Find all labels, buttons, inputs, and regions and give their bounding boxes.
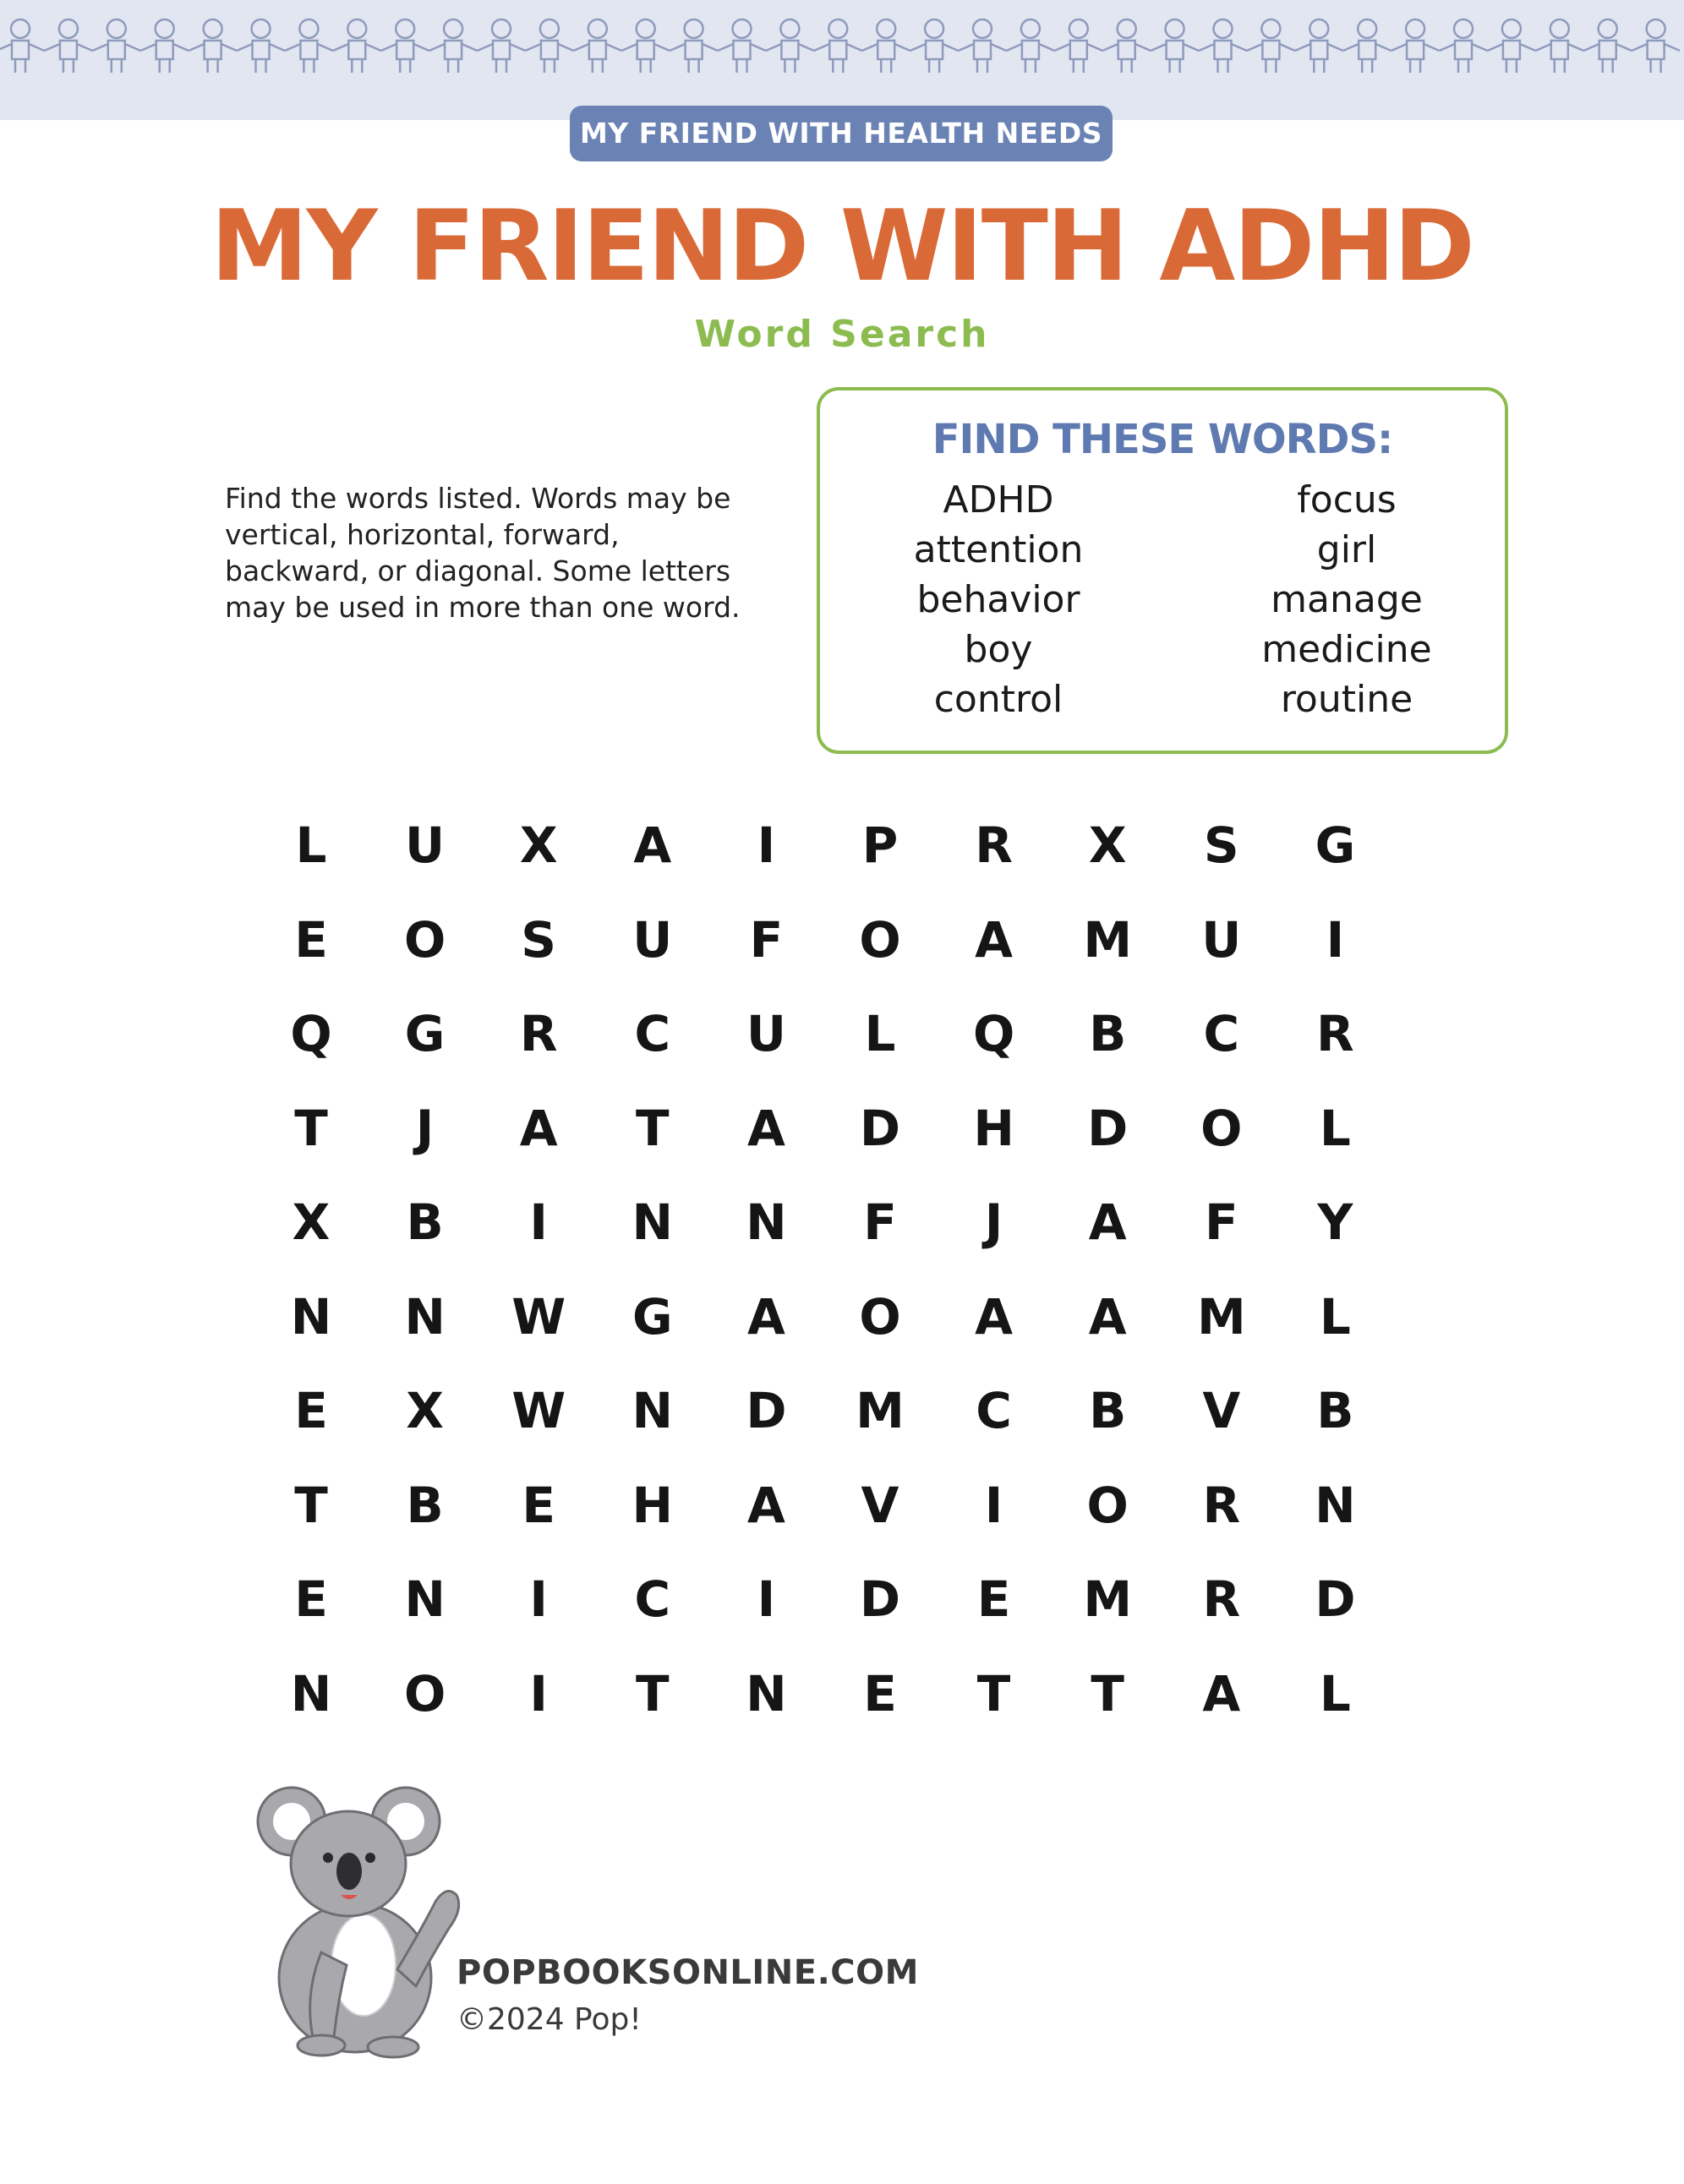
grid-letter[interactable]: X bbox=[292, 1193, 331, 1251]
top-banner bbox=[0, 0, 1684, 120]
grid-letter[interactable]: F bbox=[1204, 1193, 1238, 1251]
grid-letter[interactable]: N bbox=[404, 1287, 446, 1346]
grid-letter[interactable]: L bbox=[1319, 1287, 1351, 1346]
grid-letter[interactable]: F bbox=[863, 1193, 897, 1251]
grid-letter[interactable]: W bbox=[511, 1287, 566, 1346]
grid-letter[interactable]: E bbox=[863, 1664, 897, 1723]
word-item: boy bbox=[964, 628, 1033, 671]
word-item: routine bbox=[1280, 678, 1413, 721]
grid-letter[interactable]: X bbox=[1088, 816, 1127, 874]
word-item: girl bbox=[1316, 528, 1377, 571]
series-label: MY FRIEND WITH HEALTH NEEDS bbox=[570, 106, 1113, 161]
grid-letter[interactable]: O bbox=[403, 1664, 446, 1723]
grid-letter[interactable]: E bbox=[294, 1382, 328, 1439]
word-item: attention bbox=[913, 528, 1084, 571]
word-list-column-2 bbox=[1207, 475, 1486, 724]
grid-letter[interactable]: I bbox=[757, 816, 776, 874]
grid-letter[interactable]: I bbox=[529, 1193, 548, 1251]
grid-letter[interactable]: N bbox=[290, 1287, 332, 1346]
word-item: ADHD bbox=[943, 478, 1054, 521]
grid-letter[interactable]: U bbox=[632, 910, 673, 969]
grid-letter[interactable]: J bbox=[984, 1193, 1003, 1251]
grid-letter[interactable]: J bbox=[415, 1099, 435, 1157]
grid-letter[interactable]: L bbox=[1319, 1099, 1351, 1157]
grid-letter[interactable]: I bbox=[757, 1570, 776, 1628]
grid-letter[interactable]: G bbox=[1315, 816, 1356, 874]
grid-letter[interactable]: E bbox=[294, 1570, 328, 1628]
grid-letter[interactable]: R bbox=[975, 816, 1013, 874]
grid-letter[interactable]: I bbox=[984, 1476, 1003, 1534]
grid-letter[interactable]: C bbox=[976, 1382, 1012, 1439]
grid-letter[interactable]: D bbox=[859, 1570, 901, 1628]
grid-letter[interactable]: N bbox=[1315, 1476, 1356, 1534]
grid-letter[interactable]: R bbox=[1316, 1005, 1354, 1062]
grid-letter[interactable]: R bbox=[1202, 1476, 1241, 1534]
grid-letter[interactable]: V bbox=[861, 1476, 899, 1534]
word-item: control bbox=[933, 678, 1063, 721]
grid-letter[interactable]: M bbox=[1083, 910, 1133, 969]
grid-letter[interactable]: T bbox=[294, 1476, 328, 1534]
grid-letter[interactable]: B bbox=[406, 1476, 444, 1534]
grid-letter[interactable]: F bbox=[749, 910, 784, 969]
grid-letter[interactable]: A bbox=[746, 1476, 785, 1534]
grid-letter[interactable]: A bbox=[975, 910, 1014, 969]
grid-letter[interactable]: T bbox=[294, 1099, 328, 1157]
grid-letter[interactable]: H bbox=[973, 1099, 1014, 1157]
grid-letter[interactable]: X bbox=[406, 1382, 444, 1439]
grid-letter[interactable]: G bbox=[404, 1005, 446, 1062]
grid-letter[interactable]: I bbox=[529, 1664, 548, 1723]
grid-letter[interactable]: U bbox=[746, 1005, 786, 1062]
grid-letter[interactable]: E bbox=[522, 1476, 555, 1534]
grid-letter[interactable]: A bbox=[746, 1099, 785, 1157]
grid-letter[interactable]: O bbox=[859, 910, 901, 969]
grid-letter[interactable]: C bbox=[634, 1005, 671, 1062]
grid-letter[interactable]: I bbox=[1326, 910, 1345, 969]
word-search-grid[interactable] bbox=[269, 811, 1408, 1758]
word-item: focus bbox=[1297, 478, 1397, 521]
website-label: POPBOOKSONLINE.COM bbox=[457, 1953, 919, 1992]
word-item: manage bbox=[1271, 578, 1423, 621]
word-list-column-1 bbox=[859, 475, 1138, 724]
grid-letter[interactable]: O bbox=[403, 910, 446, 969]
grid-letter[interactable]: L bbox=[1319, 1664, 1351, 1723]
grid-letter[interactable]: A bbox=[746, 1287, 785, 1346]
grid-letter[interactable]: U bbox=[1201, 910, 1242, 969]
grid-letter[interactable]: A bbox=[633, 816, 672, 874]
grid-letter[interactable]: R bbox=[1202, 1570, 1241, 1628]
page-title: MY FRIEND WITH ADHD bbox=[210, 189, 1474, 303]
grid-letter[interactable]: D bbox=[1087, 1099, 1129, 1157]
instructions-text: Find the words listed. Words may be vertical, horizontal, forward, backward, or diagonal. Some letters may be used in more than one word. bbox=[225, 482, 741, 624]
grid-letter[interactable]: P bbox=[861, 816, 899, 874]
grid-letter[interactable]: H bbox=[632, 1476, 674, 1534]
grid-letter[interactable]: Q bbox=[290, 1005, 332, 1062]
grid-letter[interactable]: D bbox=[1315, 1570, 1356, 1628]
grid-letter[interactable]: B bbox=[1316, 1382, 1354, 1439]
grid-letter[interactable]: M bbox=[1083, 1570, 1133, 1628]
grid-letter[interactable]: N bbox=[632, 1382, 674, 1439]
word-list-heading: FIND THESE WORDS: bbox=[932, 416, 1393, 463]
grid-letter[interactable]: N bbox=[290, 1664, 332, 1723]
grid-letter[interactable]: A bbox=[1202, 1664, 1241, 1723]
grid-letter[interactable]: O bbox=[1200, 1099, 1243, 1157]
grid-letter[interactable]: T bbox=[976, 1664, 1011, 1723]
grid-letter[interactable]: A bbox=[975, 1287, 1014, 1346]
grid-letter[interactable]: S bbox=[521, 910, 557, 969]
grid-letter[interactable]: Q bbox=[972, 1005, 1015, 1062]
grid-letter[interactable]: A bbox=[519, 1099, 558, 1157]
grid-letter[interactable]: D bbox=[746, 1382, 787, 1439]
grid-letter[interactable]: T bbox=[1091, 1664, 1124, 1723]
grid-letter[interactable]: B bbox=[406, 1193, 444, 1251]
koala-waving-illustration bbox=[228, 1783, 465, 2062]
grid-letter[interactable]: E bbox=[976, 1570, 1011, 1628]
grid-letter[interactable]: B bbox=[1089, 1382, 1127, 1439]
word-list-box bbox=[817, 387, 1508, 754]
grid-letter[interactable]: E bbox=[294, 910, 328, 969]
grid-letter[interactable]: X bbox=[519, 816, 558, 874]
grid-letter[interactable]: I bbox=[529, 1570, 548, 1628]
grid-letter[interactable]: A bbox=[1088, 1193, 1127, 1251]
grid-letter[interactable]: M bbox=[1196, 1287, 1246, 1346]
grid-letter[interactable]: D bbox=[859, 1099, 901, 1157]
grid-letter[interactable]: O bbox=[1086, 1476, 1129, 1534]
grid-letter[interactable]: T bbox=[636, 1099, 670, 1157]
word-item: behavior bbox=[916, 578, 1080, 621]
grid-letter[interactable]: S bbox=[1203, 816, 1239, 874]
grid-letter[interactable]: C bbox=[634, 1570, 671, 1628]
grid-letter[interactable]: Y bbox=[1317, 1193, 1353, 1251]
grid-letter[interactable]: L bbox=[864, 1005, 896, 1062]
grid-letter[interactable]: O bbox=[859, 1287, 901, 1346]
grid-letter[interactable]: R bbox=[519, 1005, 558, 1062]
grid-letter[interactable]: N bbox=[746, 1193, 787, 1251]
grid-letter[interactable]: W bbox=[511, 1382, 566, 1439]
grid-letter[interactable]: L bbox=[295, 816, 327, 874]
grid-letter[interactable]: B bbox=[1089, 1005, 1127, 1062]
grid-letter[interactable]: N bbox=[632, 1193, 674, 1251]
grid-letter[interactable]: N bbox=[746, 1664, 787, 1723]
page-subtitle: Word Search bbox=[694, 313, 990, 356]
grid-letter[interactable]: M bbox=[856, 1382, 905, 1439]
grid-letter[interactable]: U bbox=[405, 816, 446, 874]
grid-letter[interactable]: V bbox=[1202, 1382, 1241, 1439]
copyright-label: ©2024 Pop! bbox=[457, 2002, 642, 2037]
grid-letter[interactable]: G bbox=[632, 1287, 673, 1346]
children-holding-hands-border bbox=[0, 15, 1684, 83]
word-item: medicine bbox=[1261, 628, 1432, 671]
grid-letter[interactable]: C bbox=[1203, 1005, 1240, 1062]
grid-letter[interactable]: N bbox=[404, 1570, 446, 1628]
grid-letter[interactable]: T bbox=[636, 1664, 670, 1723]
grid-letter[interactable]: A bbox=[1088, 1287, 1127, 1346]
